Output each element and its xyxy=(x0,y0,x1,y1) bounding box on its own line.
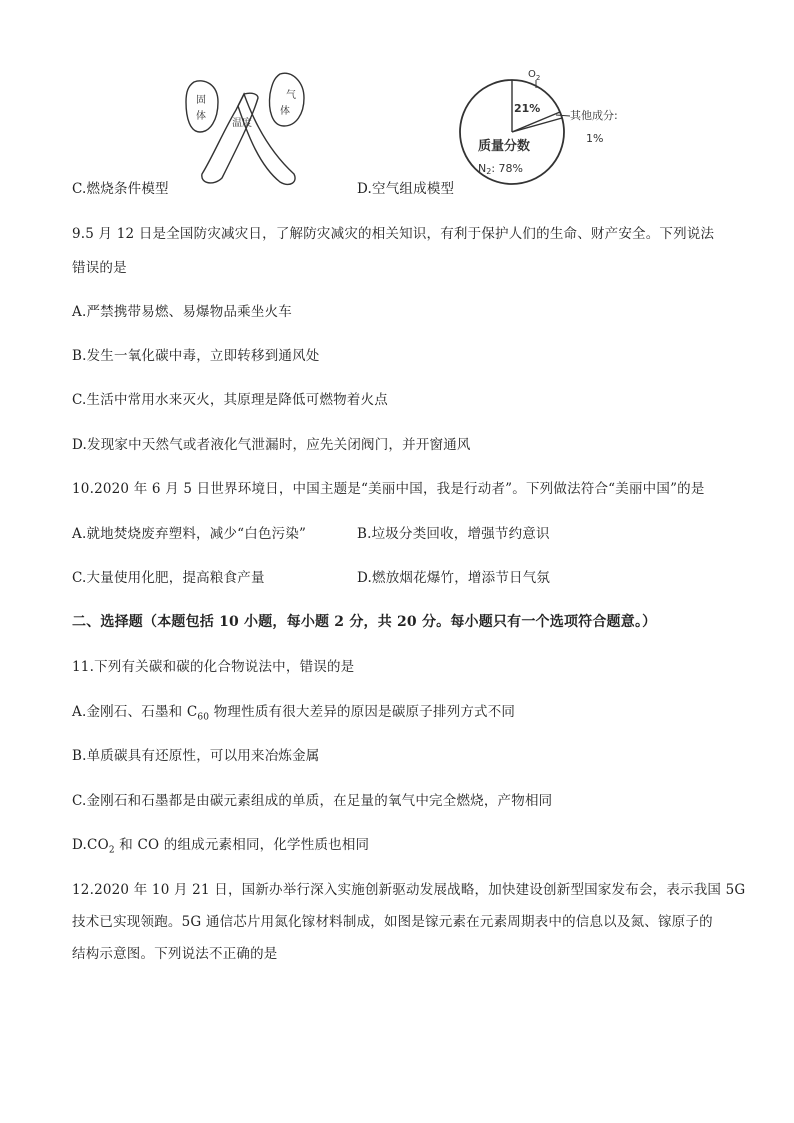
section-2-heading: 二、选择题（本题包括 10 小题，每小题 2 分，共 20 分。每小题只有一个选项符合题意。） xyxy=(72,614,657,630)
q9-stem-line2: 错误的是 xyxy=(72,260,127,276)
fire-label-solid-1: 固 xyxy=(196,95,206,106)
q11-stem: 11.下列有关碳和碳的化合物说法中，错误的是 xyxy=(72,659,355,675)
mass-fraction-label: 质量分数 xyxy=(478,139,531,154)
n2-label: N xyxy=(478,162,487,175)
fire-label-gas-1: 气 xyxy=(286,90,296,101)
q10-option-d: D.燃放烟花爆竹，增添节日气氛 xyxy=(357,570,551,586)
n2-subscript: 2 xyxy=(486,167,492,176)
q9-option-d: D.发现家中天然气或者液化气泄漏时，应先关闭阀门，并开窗通风 xyxy=(72,437,471,453)
air-composition-pie xyxy=(452,62,652,190)
q11-option-d-text-start: D.CO xyxy=(72,837,109,853)
q12-stem-line3: 结构示意图。下列说法不正确的是 xyxy=(72,946,278,962)
q9-option-b: B.发生一氧化碳中毒，立即转移到通风处 xyxy=(72,348,320,364)
q9-option-c: C.生活中常用水来灭火，其原理是降低可燃物着火点 xyxy=(72,392,388,408)
fire-label-temperature: 温度 xyxy=(232,118,252,129)
o2-subscript: 2 xyxy=(535,74,541,82)
fire-label-solid-2: 体 xyxy=(196,111,206,122)
other-components-percentage: 1% xyxy=(586,132,604,145)
q10-option-b: B.垃圾分类回收，增强节约意识 xyxy=(357,526,550,542)
q12-stem-line1: 12.2020 年 10 月 21 日，国新办举行深入实施创新驱动发展战略，加快建设创新型国家发布会，表示我国 5G xyxy=(72,882,746,898)
q8-option-d: D.空气组成模型 xyxy=(357,181,455,197)
q10-stem: 10.2020 年 6 月 5 日世界环境日，中国主题是“美丽中国，我是行动者”。下列做法符合“美丽中国”的是 xyxy=(72,481,705,497)
q11-option-d-text-end: 和 CO 的组成元素相同，化学性质也相同 xyxy=(114,837,370,853)
q11-option-d xyxy=(72,836,369,854)
fire-triangle-figure xyxy=(172,70,322,188)
fire-label-gas-2: 体 xyxy=(280,106,290,117)
n2-percentage: : 78% xyxy=(491,162,523,175)
q8-option-c: C.燃烧条件模型 xyxy=(72,181,169,197)
q11-option-b: B.单质碳具有还原性，可以用来冶炼金属 xyxy=(72,748,320,764)
q10-option-a: A.就地焚烧废弃塑料，减少“白色污染” xyxy=(72,526,307,542)
q11-option-d-subscript: 2 xyxy=(108,845,115,856)
air-composition-figure xyxy=(452,62,652,190)
q11-option-a-text-end: 物理性质有很大差异的原因是碳原子排列方式不同 xyxy=(209,704,516,720)
q9-stem-line1: 9.5 月 12 日是全国防灾减灾日，了解防灾减灾的相关知识，有利于保护人们的生命、财产安全。下列说法 xyxy=(72,226,715,242)
svg-text:O2 xyxy=(528,69,540,82)
svg-text:N2: 78% xyxy=(478,162,523,176)
q11-option-a-subscript: 60 xyxy=(197,712,210,723)
q11-option-c: C.金刚石和石墨都是由碳元素组成的单质，在足量的氧气中完全燃烧，产物相同 xyxy=(72,793,553,809)
q10-option-c: C.大量使用化肥，提高粮食产量 xyxy=(72,570,265,586)
q11-option-a-text-start: A.金刚石、石墨和 C xyxy=(72,704,198,720)
q12-stem-line2: 技术已实现领跑。5G 通信芯片用氮化镓材料制成，如图是镓元素在元素周期表中的信息以及氮、镓原子的 xyxy=(72,914,713,930)
fire-model-drawing xyxy=(172,70,322,188)
other-components-label: 其他成分: xyxy=(570,109,618,122)
q9-option-a: A.严禁携带易燃、易爆物品乘坐火车 xyxy=(72,304,292,320)
o2-label: O xyxy=(528,69,536,80)
q11-option-a xyxy=(72,703,515,721)
o2-percentage: 21% xyxy=(514,102,541,115)
